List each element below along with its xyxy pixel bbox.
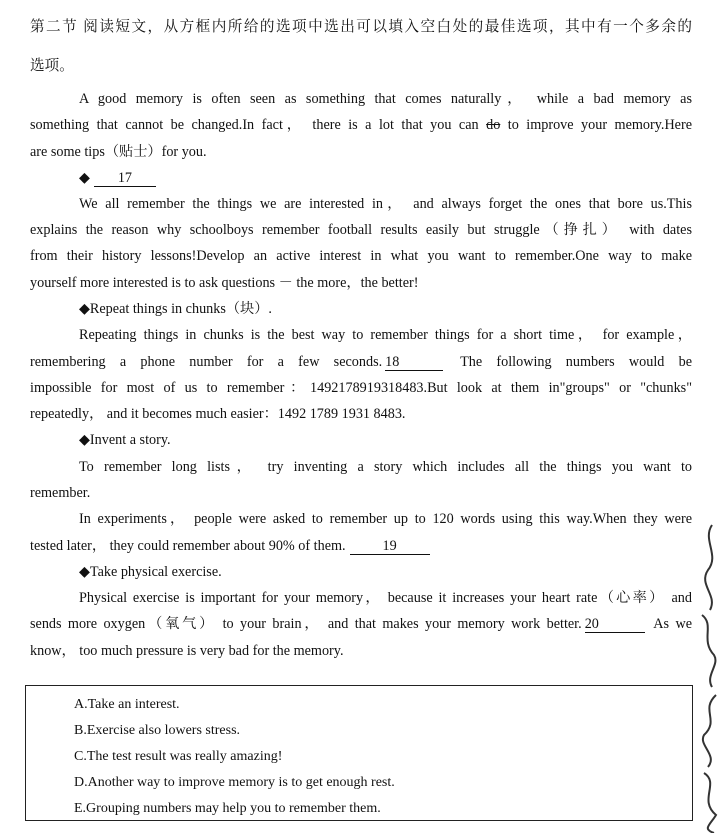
option-e: E.Grouping numbers may help you to remember them. [74, 801, 381, 816]
answer-blank-20: 20 [585, 616, 645, 633]
bullet-icon: ◆ [79, 564, 90, 580]
option-d: D.Another way to improve memory is to get enough rest. [74, 775, 395, 790]
p4-line-1: To remember long lists， try inventing a story which includes all the things you want to [79, 459, 692, 475]
p1-text-b: to improve your memory.Here [500, 117, 693, 133]
heading-blank-17 [79, 168, 725, 188]
p1-line-1: A good memory is often seen as something that comes naturally， while a bad memory as [79, 91, 692, 107]
answer-blank-18: 18 [385, 354, 443, 371]
heading-exercise [79, 562, 725, 582]
instruction-line-1: 第二节 阅读短文，从方框内所给的选项中选出可以填入空白处的最佳选项，其中有一个多余的 [30, 19, 692, 35]
p5-line-1: In experiments， people were asked to remember up to 120 words using this way.When they were [79, 511, 692, 527]
p6-line-2 [30, 614, 692, 634]
p2-line-2: explains the reason why schoolboys remember football results easily but struggle（挣扎） with dates [30, 222, 692, 238]
p1-line-2 [30, 115, 692, 135]
p5-line-2 [30, 536, 692, 556]
option-b: B.Exercise also lowers stress. [74, 723, 241, 738]
bullet-icon: ◆ [79, 301, 90, 317]
p6-line-3: know， too much pressure is very bad for the memory. [30, 643, 344, 659]
option-a: A.Take an interest. [74, 697, 180, 712]
p6-text-b: As we [647, 616, 692, 632]
p3-line-4: repeatedly， and it becomes much easier：1492 1789 1931 8483. [30, 406, 406, 422]
instruction-line-2: 选项。 [30, 58, 74, 74]
handwritten-scribble [690, 515, 725, 833]
p2-line-1: We all remember the things we are interested in， and always forget the ones that bore us.This [79, 196, 692, 212]
p1-text-a: something that cannot be changed.In fact， there is a lot that you can [30, 117, 487, 133]
p2-line-4: yourself more interested is to ask questions － the more，the better! [30, 275, 419, 291]
p3-line-2 [30, 352, 692, 372]
p3-text-a: remembering a phone number for a few seconds. [30, 354, 383, 370]
p4-line-2: remember. [30, 485, 91, 501]
p6-line-1: Physical exercise is important for your memory， because it increases your heart rate（心率） and [79, 590, 692, 606]
p1-line-3: are some tips（贴士）for you. [30, 144, 207, 160]
struck-word: do [486, 117, 501, 133]
p3-line-1: Repeating things in chunks is the best way to remember things for a short time， for example， [79, 327, 692, 343]
bullet-icon: ◆ [79, 170, 90, 186]
heading-story-text: Invent a story. [89, 432, 171, 448]
heading-repeat [79, 299, 725, 319]
p3-line-3: impossible for most of us to remember：1492178919318483.But look at them in"groups" or "chunks" [30, 380, 692, 396]
answer-blank-19: 19 [350, 538, 430, 555]
p2-line-3: from their history lessons!Develop an active interest in what you want to remember.One way to make [30, 248, 692, 264]
p6-text-a: sends more oxygen（氧气） to your brain， and that makes your memory work better. [30, 616, 582, 632]
heading-story [79, 430, 725, 450]
bullet-icon: ◆ [79, 432, 90, 448]
p5-text-a: tested later， they could remember about 90% of them. [30, 538, 346, 554]
heading-repeat-text: Repeat things in chunks（块）. [89, 301, 272, 317]
heading-exercise-text: Take physical exercise. [89, 564, 222, 580]
answer-blank-17: 17 [94, 170, 156, 187]
option-c: C.The test result was really amazing! [74, 749, 283, 764]
p3-text-b: The following numbers would be [446, 354, 692, 370]
